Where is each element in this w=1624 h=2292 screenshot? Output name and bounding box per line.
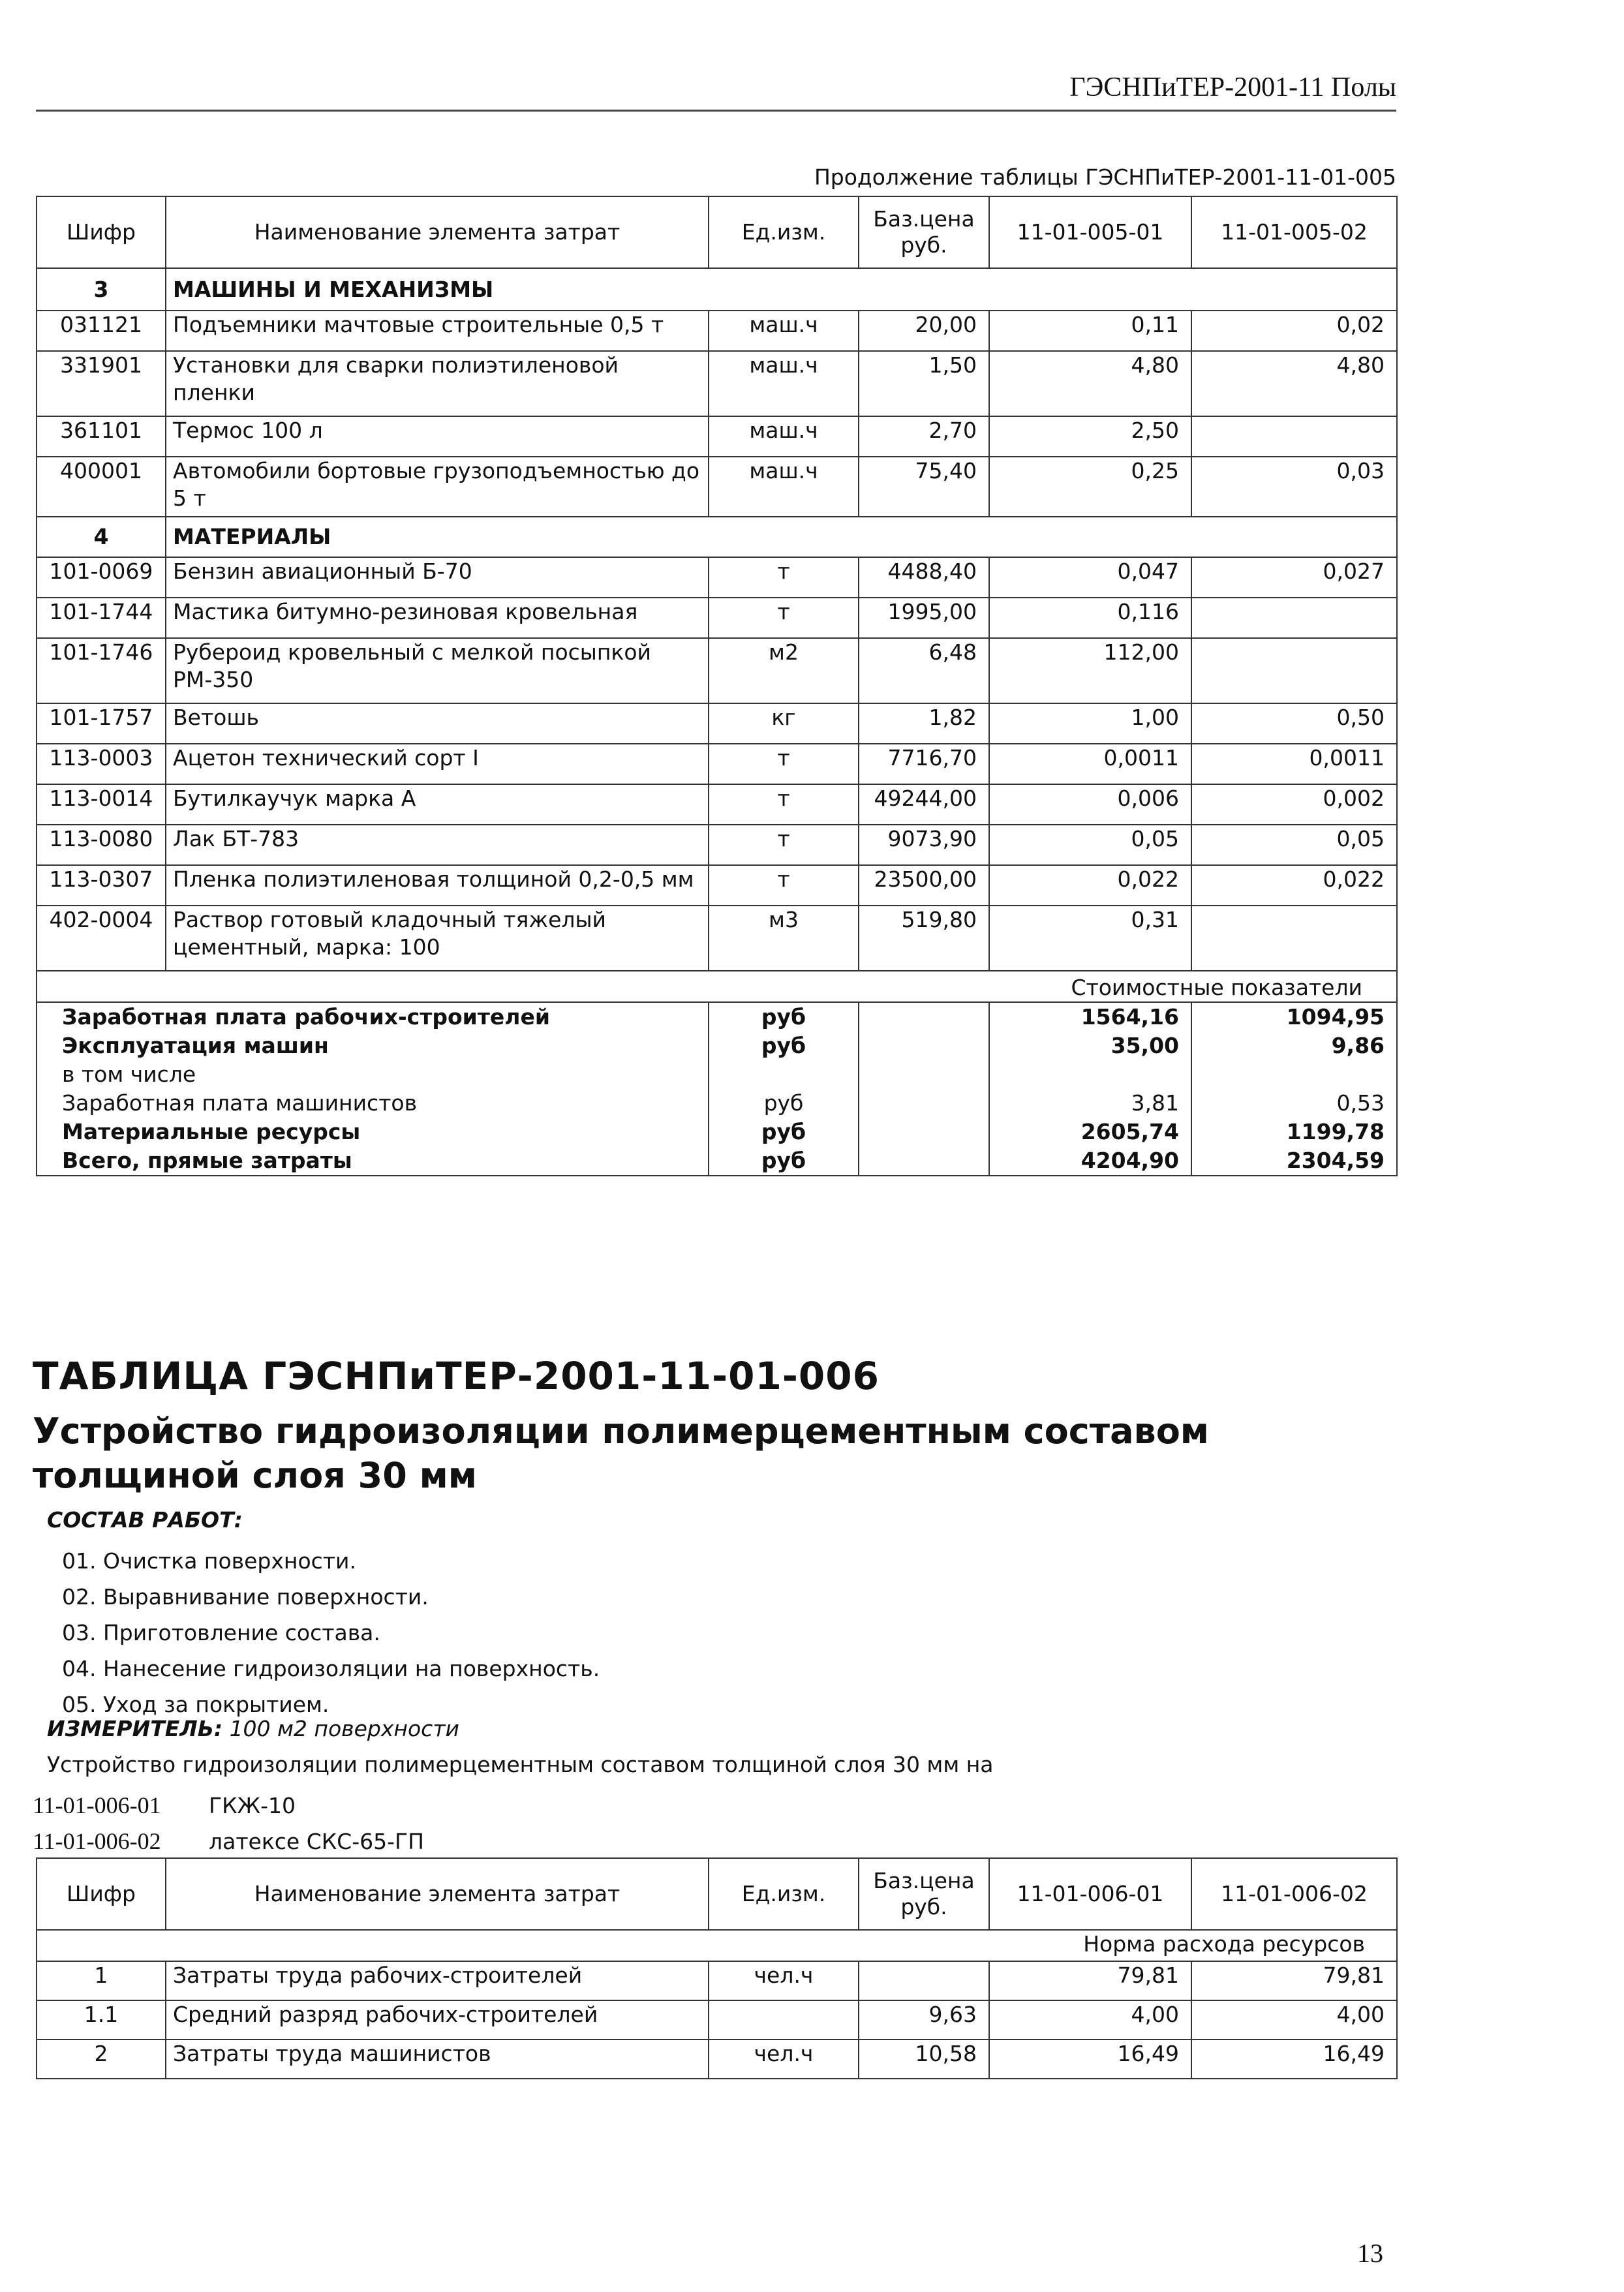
table-row — [37, 825, 1397, 865]
table-row — [37, 784, 1397, 825]
cost-price — [859, 1031, 989, 1060]
cell-name: Ветошь — [166, 703, 709, 744]
cell-price — [859, 1961, 989, 2000]
variant-code: 11-01-006-01 — [33, 1792, 161, 1818]
table-continuation-caption: Продолжение таблицы ГЭСНПиТЕР-2001-11-01-005 — [814, 164, 1396, 190]
cell-unit: м3 — [709, 906, 859, 971]
cell-unit: т — [709, 784, 859, 825]
variant-item — [33, 1788, 424, 1824]
cell-name: Пленка полиэтиленовая толщиной 0,2-0,5 мм — [166, 865, 709, 906]
variant-list — [33, 1788, 424, 1859]
cell-price: 519,80 — [859, 906, 989, 971]
cell-value-2: 0,027 — [1191, 557, 1397, 598]
section-row — [37, 268, 1397, 311]
table-title: ТАБЛИЦА ГЭСНПиТЕР-2001-11-01-006 — [33, 1354, 880, 1398]
cell-name: Подъемники мачтовые строительные 0,5 т — [166, 311, 709, 351]
work-item: 03. Приготовление состава. — [62, 1620, 380, 1645]
cell-name: Рубероид кровельный с мелкой посыпкой РМ-350 — [166, 638, 709, 703]
cost-value-2: 0,53 — [1191, 1089, 1397, 1118]
cost-label: Всего, прямые затраты — [37, 1146, 709, 1176]
cell-value-1: 4,80 — [989, 351, 1191, 416]
col-header: 11-01-006-02 — [1191, 1858, 1397, 1930]
cell-unit: т — [709, 744, 859, 784]
meter-value: 100 м2 поверхности — [229, 1716, 459, 1741]
cost-label: Эксплуатация машин — [37, 1031, 709, 1060]
table-row — [37, 311, 1397, 351]
cost-value-1: 2605,74 — [989, 1118, 1191, 1146]
table-row — [37, 638, 1397, 703]
cell-code: 2 — [37, 2040, 166, 2079]
cell-price: 1,82 — [859, 703, 989, 744]
cell-price: 7716,70 — [859, 744, 989, 784]
table-row — [37, 351, 1397, 416]
running-header: ГЭСНПиТЕР-2001-11 Полы — [1069, 72, 1396, 102]
cell-unit: чел.ч — [709, 1961, 859, 2000]
cell-value-2 — [1191, 416, 1397, 457]
cell-code: 113-0014 — [37, 784, 166, 825]
cost-value-1: 35,00 — [989, 1031, 1191, 1060]
cost-value-1 — [989, 1060, 1191, 1089]
cell-value-1: 112,00 — [989, 638, 1191, 703]
cell-value-1: 4,00 — [989, 2000, 1191, 2040]
cell-value-2: 79,81 — [1191, 1961, 1397, 2000]
cost-header: Стоимостные показатели — [37, 971, 1397, 1002]
cost-row — [37, 1060, 1397, 1089]
cell-unit: т — [709, 598, 859, 638]
cell-price: 2,70 — [859, 416, 989, 457]
cell-value-2 — [1191, 598, 1397, 638]
cell-value-1: 0,25 — [989, 457, 1191, 517]
table-row — [37, 865, 1397, 906]
cell-unit: т — [709, 865, 859, 906]
cell-value-2 — [1191, 906, 1397, 971]
cell-value-2: 0,022 — [1191, 865, 1397, 906]
cell-price: 9073,90 — [859, 825, 989, 865]
works-label: СОСТАВ РАБОТ: — [47, 1507, 243, 1533]
cell-value-1: 0,0011 — [989, 744, 1191, 784]
cell-price: 75,40 — [859, 457, 989, 517]
cost-row — [37, 1002, 1397, 1031]
cost-label: Заработная плата рабочих-строителей — [37, 1002, 709, 1031]
cell-name: Мастика битумно-резиновая кровельная — [166, 598, 709, 638]
cell-code: 113-0307 — [37, 865, 166, 906]
cell-value-2: 0,0011 — [1191, 744, 1397, 784]
table-row — [37, 557, 1397, 598]
cell-price: 9,63 — [859, 2000, 989, 2040]
cost-row — [37, 1089, 1397, 1118]
variant-item — [33, 1824, 424, 1859]
cost-value-2: 9,86 — [1191, 1031, 1397, 1060]
cost-row — [37, 1031, 1397, 1060]
cell-value-2: 0,02 — [1191, 311, 1397, 351]
cost-unit: руб — [709, 1031, 859, 1060]
cost-unit — [709, 1060, 859, 1089]
col-header: Баз.цена руб. — [859, 196, 989, 268]
cell-value-1: 79,81 — [989, 1961, 1191, 2000]
cell-value-1: 0,006 — [989, 784, 1191, 825]
col-header: 11-01-006-01 — [989, 1858, 1191, 1930]
table-row — [37, 2000, 1397, 2040]
variant-text: латексе СКС-65-ГП — [209, 1829, 424, 1854]
cell-code: 101-1757 — [37, 703, 166, 744]
cell-unit: чел.ч — [709, 2040, 859, 2079]
work-item: 05. Уход за покрытием. — [62, 1692, 329, 1717]
cell-value-2: 0,03 — [1191, 457, 1397, 517]
table-header-row — [37, 196, 1397, 268]
table-row — [37, 906, 1397, 971]
cell-price: 49244,00 — [859, 784, 989, 825]
cell-code: 101-1746 — [37, 638, 166, 703]
cost-label: Материальные ресурсы — [37, 1118, 709, 1146]
table-row — [37, 416, 1397, 457]
col-header: Баз.цена руб. — [859, 1858, 989, 1930]
table-header-row — [37, 1858, 1397, 1930]
cell-code: 331901 — [37, 351, 166, 416]
section-code: 4 — [37, 517, 166, 557]
variant-description: Устройство гидроизоляции полимерцементным составом толщиной слоя 30 мм на — [47, 1752, 994, 1777]
cost-row — [37, 1118, 1397, 1146]
cell-unit: т — [709, 825, 859, 865]
cell-value-1: 0,31 — [989, 906, 1191, 971]
cell-code: 1 — [37, 1961, 166, 2000]
header-divider — [36, 110, 1396, 112]
cost-price — [859, 1118, 989, 1146]
cell-name: Затраты труда рабочих-строителей — [166, 1961, 709, 2000]
cell-value-1: 2,50 — [989, 416, 1191, 457]
cell-name: Средний разряд рабочих-строителей — [166, 2000, 709, 2040]
section-title: МАШИНЫ И МЕХАНИЗМЫ — [166, 268, 1397, 311]
cost-unit: руб — [709, 1118, 859, 1146]
cost-header-row — [37, 971, 1397, 1002]
variant-code: 11-01-006-02 — [33, 1828, 161, 1854]
cell-code: 361101 — [37, 416, 166, 457]
cell-unit: маш.ч — [709, 416, 859, 457]
table-row — [37, 2040, 1397, 2079]
cell-value-2: 0,05 — [1191, 825, 1397, 865]
cell-price: 6,48 — [859, 638, 989, 703]
cell-price: 23500,00 — [859, 865, 989, 906]
norm-header-row — [37, 1930, 1397, 1961]
table-row — [37, 1961, 1397, 2000]
cell-value-2: 0,002 — [1191, 784, 1397, 825]
col-header: Ед.изм. — [709, 196, 859, 268]
cell-code: 113-0080 — [37, 825, 166, 865]
col-header: Ед.изм. — [709, 1858, 859, 1930]
cell-name: Термос 100 л — [166, 416, 709, 457]
cost-row — [37, 1146, 1397, 1176]
cost-value-2: 1199,78 — [1191, 1118, 1397, 1146]
cost-price — [859, 1089, 989, 1118]
cell-price: 20,00 — [859, 311, 989, 351]
cost-value-2: 2304,59 — [1191, 1146, 1397, 1176]
cell-value-2: 4,00 — [1191, 2000, 1397, 2040]
cell-price: 10,58 — [859, 2040, 989, 2079]
meter-label: ИЗМЕРИТЕЛЬ: — [47, 1716, 223, 1741]
cost-price — [859, 1060, 989, 1089]
cell-value-1: 0,047 — [989, 557, 1191, 598]
works-list — [62, 1543, 600, 1722]
cell-value-1: 0,116 — [989, 598, 1191, 638]
cell-code: 031121 — [37, 311, 166, 351]
work-item: 02. Выравнивание поверхности. — [62, 1584, 429, 1610]
cell-code: 101-1744 — [37, 598, 166, 638]
cell-price: 1995,00 — [859, 598, 989, 638]
variant-text: ГКЖ-10 — [209, 1793, 296, 1818]
table-subtitle: Устройство гидроизоляции полимерцементным составом толщиной слоя 30 мм — [33, 1411, 1209, 1496]
cell-name: Затраты труда машинистов — [166, 2040, 709, 2079]
work-item: 04. Нанесение гидроизоляции на поверхность. — [62, 1656, 600, 1681]
cell-name: Ацетон технический сорт I — [166, 744, 709, 784]
cell-value-2 — [1191, 638, 1397, 703]
cell-value-2: 4,80 — [1191, 351, 1397, 416]
col-header: Наименование элемента затрат — [166, 196, 709, 268]
resource-table-005 — [36, 196, 1398, 1176]
cell-code: 1.1 — [37, 2000, 166, 2040]
cell-value-1: 0,022 — [989, 865, 1191, 906]
table-row — [37, 457, 1397, 517]
cell-name: Раствор готовый кладочный тяжелый цементный, марка: 100 — [166, 906, 709, 971]
cell-value-2: 16,49 — [1191, 2040, 1397, 2079]
cost-value-2: 1094,95 — [1191, 1002, 1397, 1031]
col-header: 11-01-005-02 — [1191, 196, 1397, 268]
cell-unit: т — [709, 557, 859, 598]
cell-unit: кг — [709, 703, 859, 744]
col-header: 11-01-005-01 — [989, 196, 1191, 268]
cell-code: 113-0003 — [37, 744, 166, 784]
cell-code: 101-0069 — [37, 557, 166, 598]
cell-code: 402-0004 — [37, 906, 166, 971]
cell-value-2: 0,50 — [1191, 703, 1397, 744]
table-row — [37, 703, 1397, 744]
col-header: Шифр — [37, 196, 166, 268]
resource-table-006 — [36, 1857, 1398, 2079]
table-row — [37, 744, 1397, 784]
cell-unit: маш.ч — [709, 457, 859, 517]
cell-unit: м2 — [709, 638, 859, 703]
cell-name: Автомобили бортовые грузоподъемностью до 5 т — [166, 457, 709, 517]
norm-header: Норма расхода ресурсов — [37, 1930, 1397, 1961]
cell-unit — [709, 2000, 859, 2040]
cell-value-1: 1,00 — [989, 703, 1191, 744]
cost-label: в том числе — [37, 1060, 709, 1089]
cell-name: Лак БТ-783 — [166, 825, 709, 865]
section-row — [37, 517, 1397, 557]
cost-value-1: 1564,16 — [989, 1002, 1191, 1031]
cost-price — [859, 1146, 989, 1176]
cell-code: 400001 — [37, 457, 166, 517]
section-code: 3 — [37, 268, 166, 311]
cell-price: 4488,40 — [859, 557, 989, 598]
section-title: МАТЕРИАЛЫ — [166, 517, 1397, 557]
cell-unit: маш.ч — [709, 351, 859, 416]
cell-value-1: 0,05 — [989, 825, 1191, 865]
cost-value-1: 3,81 — [989, 1089, 1191, 1118]
cost-unit: руб — [709, 1002, 859, 1031]
work-item: 01. Очистка поверхности. — [62, 1548, 356, 1574]
cost-unit: руб — [709, 1146, 859, 1176]
cost-value-1: 4204,90 — [989, 1146, 1191, 1176]
col-header: Шифр — [37, 1858, 166, 1930]
cost-price — [859, 1002, 989, 1031]
meter-line — [47, 1716, 459, 1741]
page-number: 13 — [1357, 2239, 1383, 2268]
cell-name: Установки для сварки полиэтиленовой пленки — [166, 351, 709, 416]
table-row — [37, 598, 1397, 638]
cell-value-1: 0,11 — [989, 311, 1191, 351]
cost-unit: руб — [709, 1089, 859, 1118]
cost-label: Заработная плата машинистов — [37, 1089, 709, 1118]
cell-unit: маш.ч — [709, 311, 859, 351]
col-header: Наименование элемента затрат — [166, 1858, 709, 1930]
cell-name: Бензин авиационный Б-70 — [166, 557, 709, 598]
cell-price: 1,50 — [859, 351, 989, 416]
cost-value-2 — [1191, 1060, 1397, 1089]
cell-value-1: 16,49 — [989, 2040, 1191, 2079]
cell-name: Бутилкаучук марка А — [166, 784, 709, 825]
